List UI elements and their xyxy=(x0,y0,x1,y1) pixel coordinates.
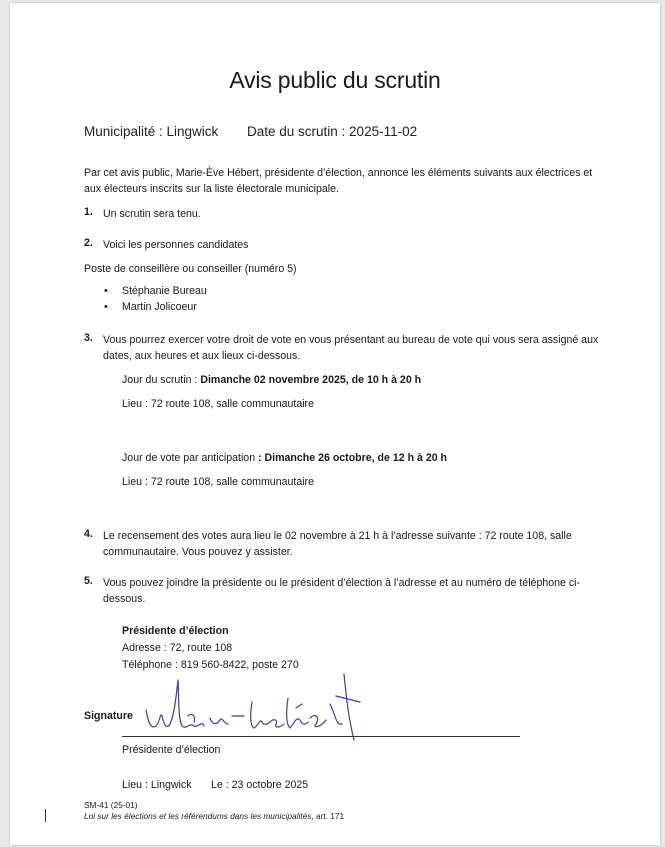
law-article: , art. 171 xyxy=(311,811,345,821)
item-text-1: Un scrutin sera tenu. xyxy=(103,208,201,220)
signature-label: Signature xyxy=(84,710,133,722)
advance-vote-label: Jour de vote par anticipation xyxy=(122,452,259,464)
contact-phone: Téléphone : 819 560-8422, poste 270 xyxy=(122,659,299,671)
intro-paragraph: Par cet avis public, Marie-Ève Hébert, présidente d’élection, annonce les éléments suivants aux électrices et aux électeurs inscrits sur la liste électorale municipale. xyxy=(84,167,593,195)
municipality-label: Municipalité : Lingwick xyxy=(84,124,219,139)
document-page xyxy=(10,3,660,845)
law-name: Loi sur les élections et les référendums dans les municipalités xyxy=(84,811,312,821)
item-number-1: 1. xyxy=(84,206,93,218)
candidate-2: • Martin Jolicoeur xyxy=(122,301,197,313)
form-code: SM-41 (25-01) xyxy=(84,800,138,810)
advance-vote-line xyxy=(122,450,447,466)
item-number-3: 3. xyxy=(84,332,93,344)
contact-title: Présidente d’élection xyxy=(122,625,229,637)
page-title: Avis public du scrutin xyxy=(229,67,441,93)
signature-role: Présidente d’élection xyxy=(122,744,221,756)
item-number-4: 4. xyxy=(84,528,93,540)
item-number-2: 2. xyxy=(84,237,93,249)
text-cursor xyxy=(45,809,46,822)
date-field: Le : 23 octobre 2025 xyxy=(211,779,309,791)
vote-date-label: Date du scrutin : 2025-11-02 xyxy=(247,124,418,139)
item-text-3: Vous pourrez exercer votre droit de vote en vous présentant au bureau de vote qui vous sera assigné aux dates, aux heures et aux lieux ci-dessous. xyxy=(103,334,599,362)
vote-day-line xyxy=(122,372,421,388)
item-text-2: Voici les personnes candidates xyxy=(103,239,249,251)
advance-vote-place: Lieu : 72 route 108, salle communautaire xyxy=(122,476,314,488)
law-reference xyxy=(84,811,344,821)
contact-address: Adresse : 72, route 108 xyxy=(122,642,233,654)
candidate-1: • Stéphanie Bureau xyxy=(122,285,207,297)
signature-line xyxy=(122,736,520,737)
vote-day-place: Lieu : 72 route 108, salle communautaire xyxy=(122,398,314,410)
vote-day-label: Jour du scrutin : xyxy=(122,374,201,386)
post-title: Poste de conseillère ou conseiller (numéro 5) xyxy=(84,263,297,275)
vote-day-value: Dimanche 02 novembre 2025, de 10 h à 20 h xyxy=(200,374,422,386)
advance-vote-value: : Dimanche 26 octobre, de 12 h à 20 h xyxy=(258,452,448,464)
place-field: Lieu : Lingwick xyxy=(122,779,192,791)
item-text-5: Vous pouvez joindre la présidente ou le président d’élection à l’adresse et au numéro de téléphone ci-dessous. xyxy=(103,577,581,605)
item-number-5: 5. xyxy=(84,575,93,587)
item-text-4: Le recensement des votes aura lieu le 02 novembre à 21 h à l’adresse suivante : 72 route 108, salle communautaire. Vous pouvez y assister. xyxy=(103,530,572,558)
